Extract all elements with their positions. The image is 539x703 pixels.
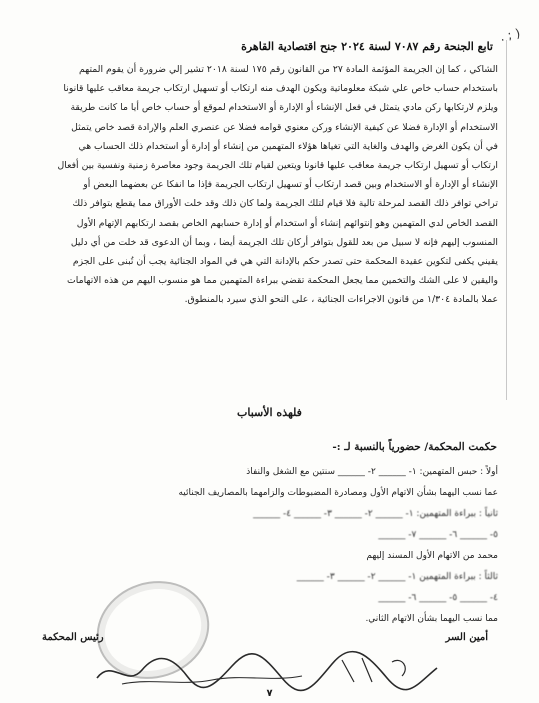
body-line: المنسوب إليهم فإنه لا سبيل من بعد للقول بتوافر أركان تلك الجريمة أيضا ، وبما أن الدعوى قد خلت من أي دليل <box>70 236 498 248</box>
verdict-line: ثانياً : ببراءة المتهمين: ١- ______ ٢- ______ ٣- ______ ٤- ______ <box>253 509 498 519</box>
verdict-line: محمد من الاتهام الأول المسند إليهم <box>366 551 498 561</box>
verdict-body <box>32 462 498 630</box>
reasoning-body <box>32 60 498 310</box>
body-line: الشاكي ، كما إن الجريمة المؤثمة المادة ٢٧ من القانون رقم ١٧٥ لسنة ٢٠١٨ تشير إلي ضرورة أن يقوم المتهم <box>78 64 498 75</box>
body-line: ارتكاب أو تسهيل ارتكاب جريمة معاقب عليها قانونا ويتعين لقيام تلك الجريمة وجود معاصرة زمنية ونفسية بين أفعال <box>57 160 498 172</box>
body-line: يقيني يكفى لتكوين عقيدة المحكمة حتى تصدر حكم بالإدانة التي هي في المواد الجنائية يجب أن تُبنى على الجزم <box>72 256 498 268</box>
verdict-line: ٤- ______ ٥- ______ ٦- ______ <box>378 593 498 603</box>
body-line: واليقين لا على الشك والتخمين مما يجعل المحكمة تقضي ببراءة المتهمين مما هو منسوب اليهم من هذه الاتهامات <box>67 275 498 287</box>
president-label: رئيس المحكمة <box>42 632 104 643</box>
body-line: عملا بالمادة ١/٣٠٤ من قانون الاجراءات الجنائية ، على النحو الذي سيرد بالمنطوق. <box>184 294 498 306</box>
verdict-line: أولاً : حبس المتهمين: ١- ______ ٢- ______ سنتين مع الشغل والنفاذ <box>246 467 498 477</box>
reasons-title: فلهذه الأسباب <box>237 406 302 419</box>
body-line: الإنشاء أو الإدارة أو الاستخدام وبين قصد ارتكاب أو تسهيل ارتكاب الجريمة فإذا ما انفكا عن بعضهما البعض أو <box>83 179 498 191</box>
body-line: تراخي توافر ذلك القصد لمرحلة تالية فلا قيام لتلك الجريمة ولما كان ذلك وقد خلت الأوراق مما يقطع بتوافر ذلك <box>72 198 498 210</box>
corner-pen-marks: . ; ) <box>498 26 522 44</box>
body-line: القصد الخاص لدي المتهمين وهو إنتوائهم إنشاء أو استخدام أو إدارة حسابهم الخاص بقصد ارتكابهم الإتهام الأول <box>76 217 498 229</box>
body-line: ويلزم لارتكابها ركن مادي يتمثل في فعل الإنشاء أو الإدارة أو الاستخدام لموقع أو حساب خاص أيا ما كانت طريقة <box>70 102 498 114</box>
secretary-label: أمين السر <box>445 632 488 643</box>
verdict-line: ٥- ______ ٦- ______ ٧- ______ <box>378 530 498 540</box>
verdict-line: مما نسب اليهما بشأن الاتهام الثاني. <box>365 614 498 624</box>
verdict-line: ثالثاً : ببراءة المتهمين ١- ______ ٢- ______ ٣- ______ <box>296 572 498 582</box>
body-line: في أن يكون الغرض والهدف والغاية التي تغياها هؤلاء المتهمين من إنشاء أو إدارة أو استخدام ذلك الحساب هي <box>78 140 498 152</box>
verdict-heading: حكمت المحكمة/ حضورياً بالنسبة لـ :- <box>332 441 497 453</box>
page-number: ٧ <box>266 688 273 699</box>
handwritten-signature <box>92 648 442 692</box>
verdict-line: عما نسب اليهما بشأن الاتهام الأول ومصادرة المضبوطات والزامهما بالمصاريف الجنائيه <box>178 488 498 498</box>
margin-line <box>506 40 507 400</box>
case-header: تابع الجنحة رقم ٧٠٨٧ لسنة ٢٠٢٤ جنح اقتصادية القاهرة <box>241 40 493 53</box>
body-line: الاستخدام أو الإدارة فضلا عن كيفية الإنشاء وركن معنوي قوامه فضلا عن عنصري العلم والإرادة قصد خاص يتمثل <box>71 121 498 133</box>
body-line: باستخدام حساب خاص علي شبكة معلوماتية ويكون الهدف منه ارتكاب أو تسهيل ارتكاب جريمة معاقب عليها قانونا <box>63 83 498 95</box>
